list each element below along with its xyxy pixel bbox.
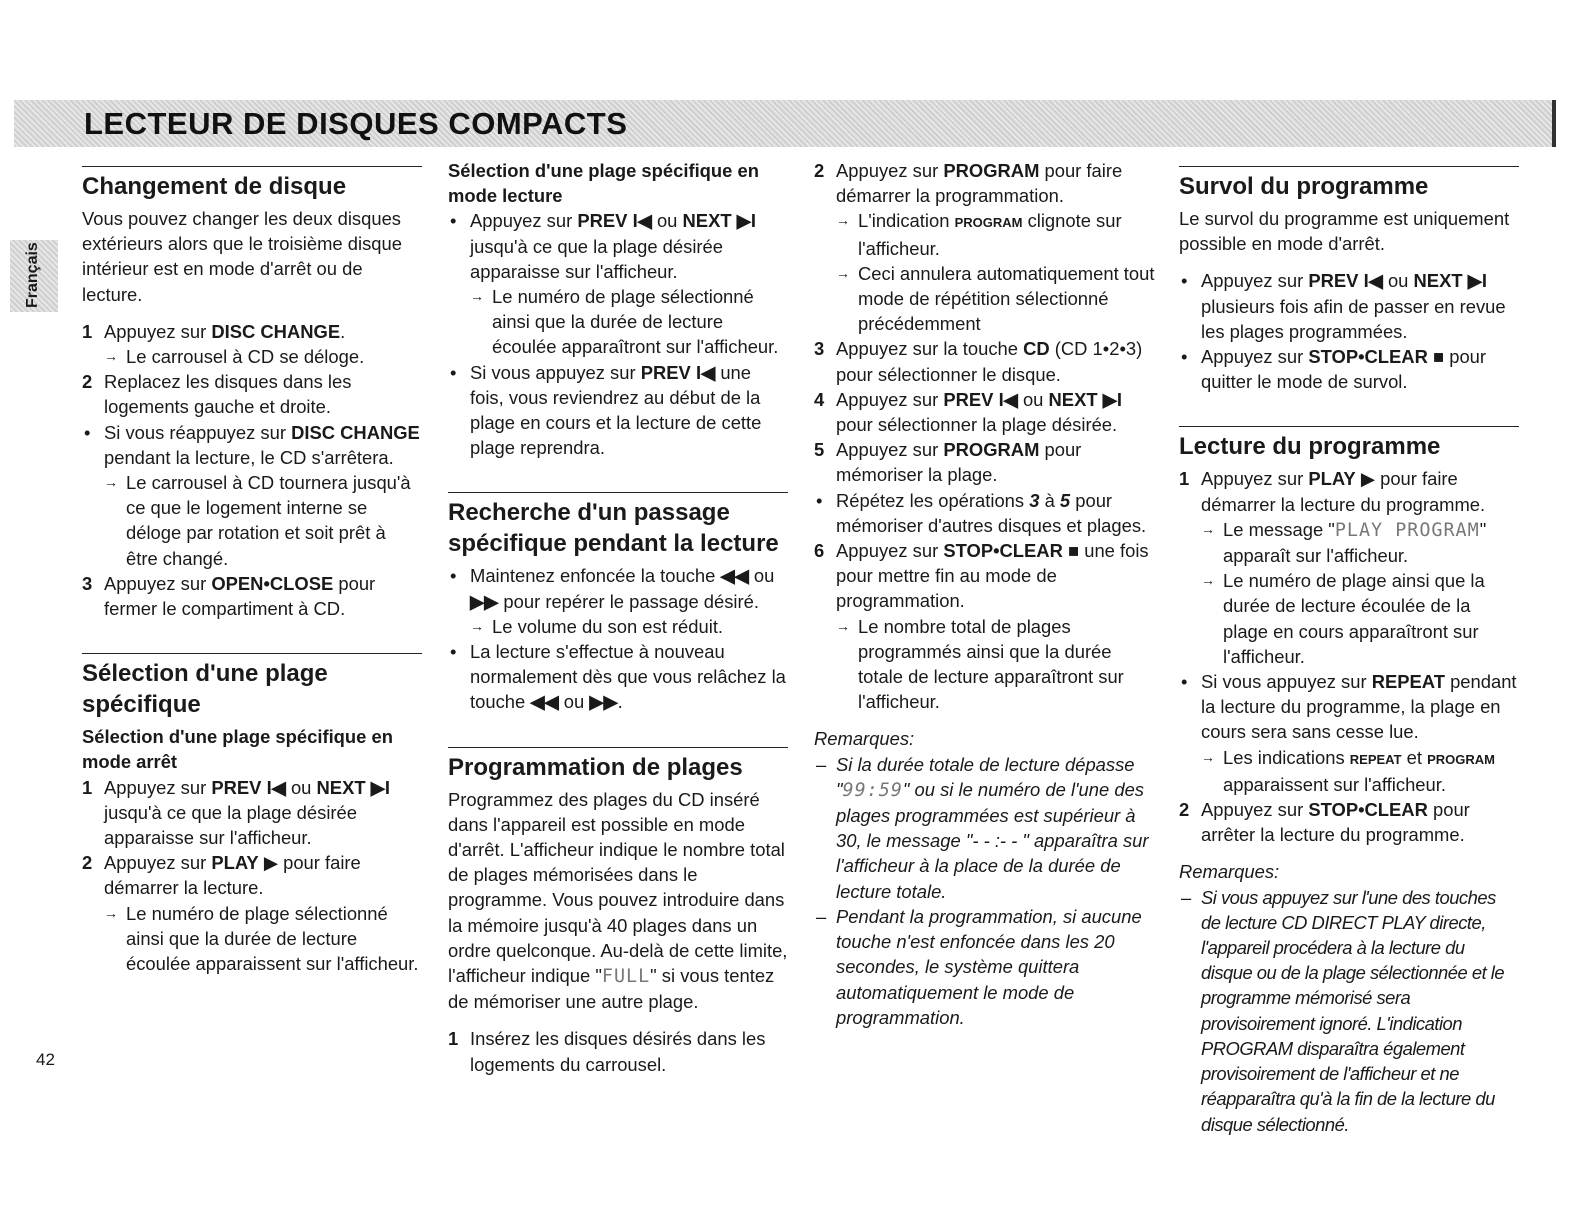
play-icon: ▶ (263, 852, 278, 874)
result: → L'indication PROGRAM clignote sur l'afficheur. (836, 210, 1122, 259)
result: → Le carrousel à CD tournera jusqu'à ce que le logement interne se déloge par rotation et soit prêt à être changé. (104, 472, 411, 569)
prev-icon: I◀ (632, 210, 652, 232)
bullet: • Appuyez sur PREV I◀ ou NEXT ▶I jusqu'à ce que la plage désirée apparaisse sur l'afficheur. (450, 210, 756, 282)
prev-icon: I◀ (695, 361, 716, 383)
paragraph: Programmez des plages du CD inséré dans l'appareil est possible en mode d'arrêt. L'afficheur indique le nombre total de plages mémorisées dans le programme. Vous pouvez introduire dans la mémoire jusqu'à 40 plages dans un ordre quelconque. Au-delà de cette limite, l'afficheur indique "FULL" si vous tentez de mémoriser une autre plage. (448, 788, 788, 1013)
bullet: • Si vous appuyez sur PREV I◀ une fois, vous reviendrez au début de la plage en cours et la lecture de cette plage reprendra. (450, 361, 762, 459)
heading-track-select: Sélection d'une plage spécifique (82, 660, 328, 719)
section-rule (448, 492, 788, 493)
subheading-stop-mode: Sélection d'une plage spécifique en mode arrêt (82, 726, 393, 773)
step-1: 1 Appuyez sur PLAY ▶ pour faire démarrer la lecture du programme. (1179, 468, 1486, 515)
section-rule (82, 166, 422, 167)
forward-icon: ▶▶ (470, 590, 499, 612)
bullet: • Si vous réappuyez sur DISC CHANGE pendant la lecture, le CD s'arrêtera. (84, 421, 420, 468)
remarks-label: Remarques: (814, 728, 915, 750)
paragraph: Le survol du programme est uniquement possible en mode d'arrêt. (1179, 208, 1510, 255)
step-3: 3 Appuyez sur OPEN•CLOSE pour fermer le compartiment à CD. (82, 572, 376, 620)
step-1: 1 Appuyez sur DISC CHANGE. (82, 320, 346, 342)
language-tab (10, 240, 58, 312)
bullet: • La lecture s'effectue à nouveau normalement dès que vous relâchez la touche ◀◀ ou ▶▶. (450, 641, 786, 713)
heading-disc-change: Changement de disque (82, 173, 347, 200)
bullet: • Appuyez sur STOP•CLEAR ■ pour quitter le mode de survol. (1181, 346, 1487, 393)
step-1: 1 Insérez les disques désirés dans les logements du carrousel. (448, 1028, 766, 1075)
result: → Le carrousel à CD se déloge. (104, 346, 365, 368)
column-1 (82, 158, 422, 976)
forward-icon: ▶▶ (589, 691, 618, 713)
stop-icon: ■ (1433, 346, 1445, 368)
column-4 (1179, 158, 1519, 1137)
bullet: • Si vous appuyez sur REPEAT pendant la lecture du programme, la plage en cours sera sans cesse lue. (1181, 671, 1517, 743)
section-rule (448, 747, 788, 748)
section-rule (1179, 166, 1519, 167)
language-label: Français (24, 242, 41, 308)
heading-programming: Programmation de plages (448, 753, 743, 781)
bullet: • Maintenez enfoncée la touche ◀◀ ou ▶▶ pour repérer le passage désiré. (450, 565, 775, 612)
subheading-play-mode: Sélection d'une plage spécifique en mode lecture (448, 160, 759, 207)
heading-play-program: Lecture du programme (1179, 433, 1441, 461)
remark: – Si la durée totale de lecture dépasse "99:59" ou si le numéro de l'une des plages programmées est supérieur à 30, le message "- - :- - " apparaîtra sur l'afficheur à la place de la durée de lecture totale. (816, 753, 1149, 902)
remark: – Pendant la programmation, si aucune touche n'est enfoncée dans les 20 secondes, le système quittera automatiquement le mode de programmation. (816, 905, 1142, 1028)
step-5: 5 Appuyez sur PROGRAM pour mémoriser la plage. (814, 439, 1082, 486)
result: → Le numéro de plage sélectionné ainsi que la durée de lecture écoulée apparaissent sur l'afficheur. (104, 902, 419, 975)
remark: – Si vous appuyez sur l'une des touches de lecture CD DIRECT PLAY directe, l'appareil procédera à la lecture du disque ou de la plage sélectionnée et le programme mémorisé sera provisoirement ignoré. L'indication PROGRAM disparaîtra également provisoirement de l'afficheur et ne réapparaîtra qu'à la fin de la lecture du disque sélectionné. (1181, 886, 1505, 1135)
heading-search: Recherche d'un passage spécifique pendant la lecture (448, 499, 779, 558)
step-2: 2 Appuyez sur STOP•CLEAR pour arrêter la lecture du programme. (1179, 799, 1470, 846)
page-number: 42 (36, 1050, 55, 1069)
bullet: • Appuyez sur PREV I◀ ou NEXT ▶I plusieurs fois afin de passer en revue les plages programmées. (1181, 270, 1506, 342)
result: → Le message "PLAY PROGRAM" apparaît sur l'afficheur. (1201, 518, 1487, 567)
column-3 (814, 158, 1159, 1030)
prev-icon: I◀ (1363, 270, 1383, 292)
step-3: 3 Appuyez sur la touche CD (CD 1•2•3) pour sélectionner le disque. (814, 338, 1143, 385)
paragraph: Vous pouvez changer les deux disques extérieurs alors que le troisième disque intérieur est en mode d'arrêt ou de lecture. (82, 208, 402, 305)
next-icon: ▶I (1102, 388, 1122, 410)
column-2 (448, 158, 788, 1077)
next-icon: ▶I (370, 776, 390, 798)
prev-icon: I◀ (266, 776, 286, 798)
next-icon: ▶I (1467, 270, 1487, 292)
rewind-icon: ◀◀ (530, 691, 559, 713)
bullet: • Répétez les opérations 3 à 5 pour mémoriser d'autres disques et plages. (816, 489, 1147, 536)
step-6: 6 Appuyez sur STOP•CLEAR ■ une fois pour mettre fin au mode de programmation. (814, 540, 1149, 612)
next-icon: ▶I (736, 210, 756, 232)
section-rule (1179, 426, 1519, 427)
prev-icon: I◀ (998, 388, 1018, 410)
banner-title: LECTEUR DE DISQUES COMPACTS (84, 106, 628, 141)
stop-icon: ■ (1068, 540, 1080, 562)
heading-review: Survol du programme (1179, 173, 1429, 200)
play-icon: ▶ (1360, 468, 1375, 490)
step-4: 4 Appuyez sur PREV I◀ ou NEXT ▶I pour sélectionner la plage désirée. (814, 388, 1122, 436)
section-banner (14, 100, 1556, 147)
result: → Le volume du son est réduit. (470, 615, 724, 637)
rewind-icon: ◀◀ (720, 565, 749, 587)
step-2: 2 Appuyez sur PLAY ▶ pour faire démarrer la lecture. (82, 852, 361, 899)
result: → Le numéro de plage ainsi que la durée de lecture écoulée de la plage en cours apparaîtront sur l'afficheur. (1201, 570, 1485, 667)
section-rule (82, 653, 422, 654)
result: → Ceci annulera automatiquement tout mode de répétition sélectionné précédemment (836, 262, 1155, 335)
step-1: 1 Appuyez sur PREV I◀ ou NEXT ▶I jusqu'à ce que la plage désirée apparaisse sur l'afficheur. (82, 776, 390, 849)
step-2: 2 Replacez les disques dans les logements gauche et droite. (82, 371, 352, 418)
step-2: 2 Appuyez sur PROGRAM pour faire démarrer la programmation. (814, 160, 1123, 207)
result: → Le numéro de plage sélectionné ainsi que la durée de lecture écoulée apparaîtront sur l'afficheur. (470, 286, 779, 358)
remarks-label: Remarques: (1179, 861, 1280, 883)
result: → Le nombre total de plages programmés ainsi que la durée totale de lecture apparaîtront sur l'afficheur. (836, 615, 1124, 713)
result: → Les indications REPEAT et PROGRAM apparaissent sur l'afficheur. (1201, 746, 1495, 795)
